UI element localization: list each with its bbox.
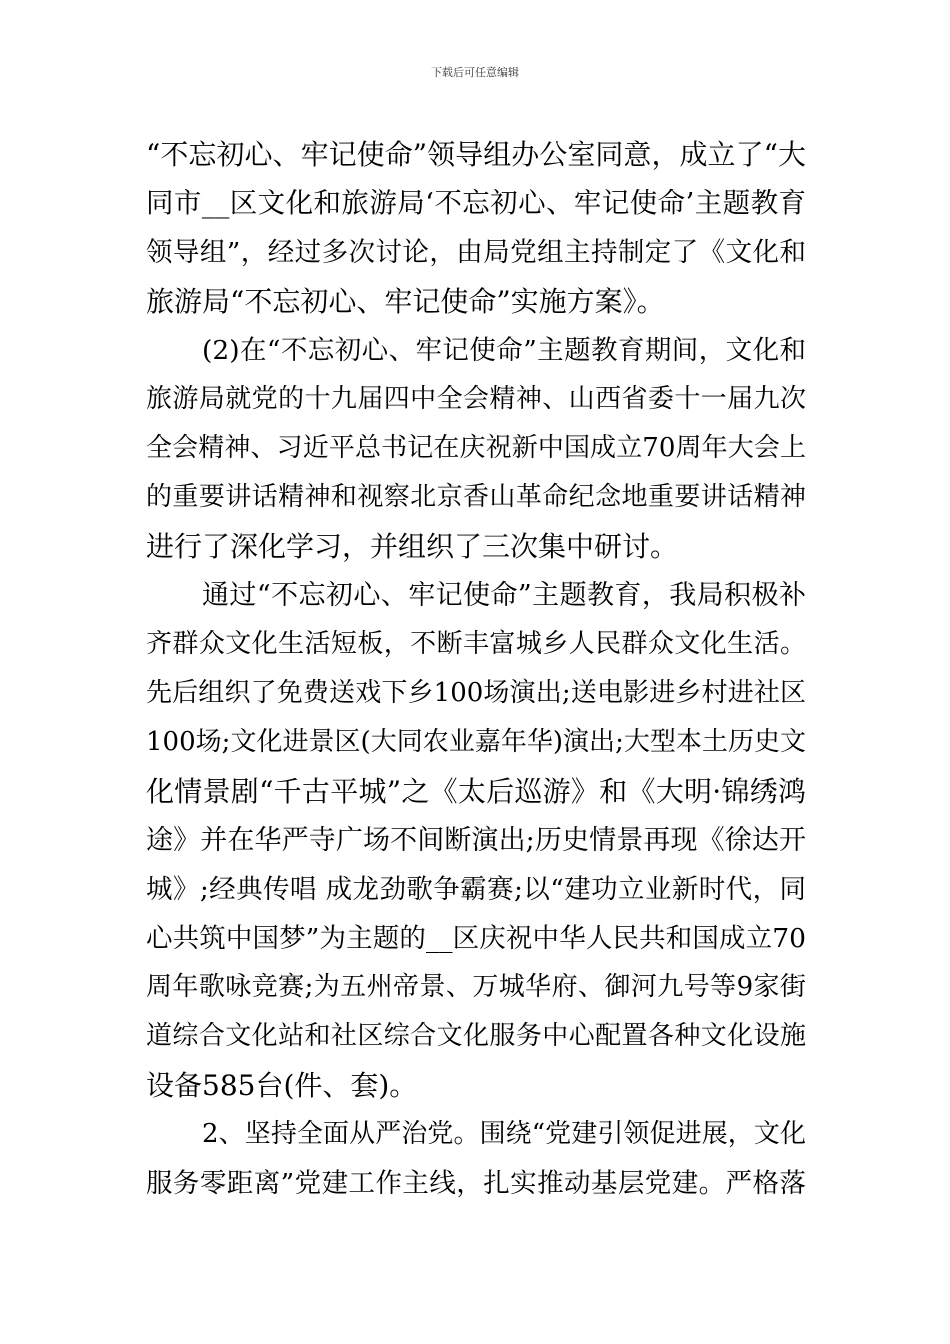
text-line: 齐群众文化生活短板，不断丰富城乡人民群众文化生活。 bbox=[146, 629, 806, 659]
text-line: 道综合文化站和社区综合文化服务中心配置各种文化设施 bbox=[146, 1021, 806, 1051]
text-line: 同市__区文化和旅游局‘不忘初心、牢记使命’主题教育 bbox=[146, 187, 806, 219]
text-line: 服务零距离”党建工作主线，扎实推动基层党建。严格落 bbox=[146, 1168, 806, 1199]
text-line: 化情景剧“千古平城”之《太后巡游》和《大明·锦绣鸿 bbox=[146, 775, 806, 808]
document-body bbox=[146, 130, 806, 1208]
text-line: 旅游局“不忘初心、牢记使命”实施方案》。 bbox=[146, 285, 665, 318]
page-header: 下载后可任意编辑 bbox=[431, 66, 519, 79]
text-line: 先后组织了免费送戏下乡100场演出;送电影进乡村进社区 bbox=[146, 678, 806, 708]
text-line: 进行了深化学习，并组织了三次集中研讨。 bbox=[146, 530, 679, 563]
text-line: 设备585台(件、套)。 bbox=[146, 1069, 418, 1102]
text-line: 周年歌咏竞赛;为五州帝景、万城华府、御河九号等9家街 bbox=[146, 972, 806, 1002]
text-line: 全会精神、习近平总书记在庆祝新中国成立70周年大会上 bbox=[146, 433, 806, 463]
text-line: 领导组”，经过多次讨论，由局党组主持制定了《文化和 bbox=[146, 237, 806, 268]
text-line: (2)在“不忘初心、牢记使命”主题教育期间，文化和 bbox=[202, 335, 806, 366]
text-line: “不忘初心、牢记使命”领导组办公室同意，成立了“大 bbox=[146, 138, 806, 171]
text-line: 城》;经典传唱 成龙劲歌争霸赛;以“建功立业新时代，同 bbox=[146, 874, 806, 905]
text-line: 2、坚持全面从严治党。围绕“党建引领促进展，文化 bbox=[202, 1119, 806, 1149]
text-line: 100场;文化进景区(大同农业嘉年华)演出;大型本土历史文 bbox=[146, 727, 806, 757]
text-line: 的重要讲话精神和视察北京香山革命纪念地重要讲话精神 bbox=[146, 482, 806, 512]
text-line: 心共筑中国梦”为主题的__区庆祝中华人民共和国成立70 bbox=[146, 923, 806, 954]
text-line: 途》并在华严寺广场不间断演出;历史情景再现《徐达开 bbox=[146, 825, 806, 856]
text-line: 通过“不忘初心、牢记使命”主题教育，我局积极补 bbox=[202, 580, 806, 611]
text-line: 旅游局就党的十九届四中全会精神、山西省委十一届九次 bbox=[146, 384, 806, 414]
